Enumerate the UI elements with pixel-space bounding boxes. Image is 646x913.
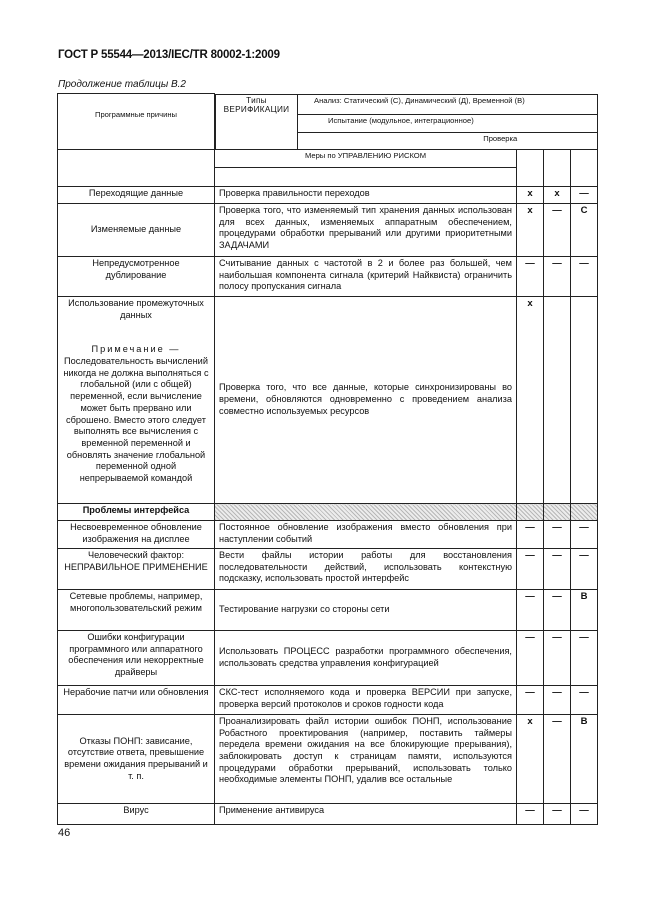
table-row: Человеческий фактор: НЕПРАВИЛЬНОЕ ПРИМЕНЕНИЕ Вести файлы истории работы для восстановления последовательности действий, использовать контекстную подсказку, использовать простой интерфейс — — —	[58, 549, 598, 590]
header-measures: Меры по УПРАВЛЕНИЮ РИСКОМ	[215, 150, 517, 168]
table-row: Вирус Применение антивируса — — —	[58, 804, 598, 825]
table-row: Непредусмотренное дублирование Считывание данных с частотой в 2 и более раз большей, чем наибольшая компонента сигнала (критерий Найквиста) ограничить полосу пропускания сигнала — — —	[58, 257, 598, 297]
reason-title: Использование промежуточных данных	[68, 298, 204, 320]
table-continuation-caption: Продолжение таблицы В.2	[58, 79, 186, 90]
header-reasons-cont	[58, 150, 215, 168]
page-number: 46	[58, 827, 71, 839]
section-title: Проблемы интерфейса	[58, 504, 215, 521]
table-row: Сетевые проблемы, например, многопользовательский режим Тестирование нагрузки со стороны сети — — В	[58, 590, 598, 631]
header-reasons: Программные причины	[58, 94, 215, 150]
table-row: Несвоевременное обновление изображения на дисплее Постоянное обновление изображения вместо обновления при наступлении событий — — —	[58, 521, 598, 549]
table-row: Ошибки конфигурации программного или аппаратного обеспечения или некорректные драйверы Использовать ПРОЦЕСС разработки программного обеспечения, использовать средства управления конфигурацией — — —	[58, 631, 598, 686]
section-row-interface	[58, 504, 598, 521]
table-row: Нерабочие патчи или обновления СКС-тест исполняемого кода и проверка ВЕРСИИ при запуске, проверка версий протоколов и сроков годности кода — — —	[58, 686, 598, 715]
document-standard-title: ГОСТ Р 55544—2013/IEC/TR 80002-1:2009	[58, 49, 280, 61]
header-testing: Испытание (модульное, интеграционное)	[298, 114, 598, 132]
verification-table	[57, 93, 598, 825]
header-spacer	[58, 168, 598, 187]
note-label: Примечание —	[91, 344, 181, 355]
header-analysis: Анализ: Статический (С), Динамический (Д), Временной (В)	[298, 94, 598, 114]
table-row: Изменяемые данные Проверка того, что изменяемый тип хранения данных использован для всех данных, изменяемых аппаратным обеспечением, процедурами обработки прерываний или другими приоритетными ЗАДАЧАМИ x — С	[58, 204, 598, 257]
note-text: Последовательность вычислений никогда не должна выполняться с глобальной (или с общей) переменной, если вычисление может быть прервано или сброшено. Вместо этого следует выполнять все вычисления с временной переменной и обновлять значение глобальной переменной одной непрерываемой командой	[63, 356, 209, 483]
header-verification-types: Типы ВЕРИФИКАЦИИ	[216, 94, 298, 149]
table-row: Отказы ПОНП: зависание, отсутствие ответа, превышение времени ожидания прерываний и т. п. Проанализировать файл истории ошибок ПОНП, использование Робастного проектирования (например, поставить таймеры передела времени ожидания на все блокирующие прерывания), заблокировать доступ к страницам памяти, используются процедурами обработки прерываний, использовать только необходимые элементы ПОНП, удалив все остальные x — В	[58, 715, 598, 804]
section-hatch	[215, 504, 517, 521]
header-check: Проверка	[298, 132, 598, 149]
table-row: Переходящие данные Проверка правильности переходов x x —	[58, 187, 598, 204]
table-row: Использование промежуточных данных Примечание — Последовательность вычислений никогда не должна выполняться с глобальной (или с общей) переменной, если вычисление может быть прервано или сброшено. Вместо этого следует выполнять все вычисления с временной переменной и обновлять значение глобальной переменной одной непрерываемой командой Проверка того, что все данные, которые синхронизированы во времени, обновляются одновременно с проведением анализа совместно используемых ресурсов x	[58, 297, 598, 504]
